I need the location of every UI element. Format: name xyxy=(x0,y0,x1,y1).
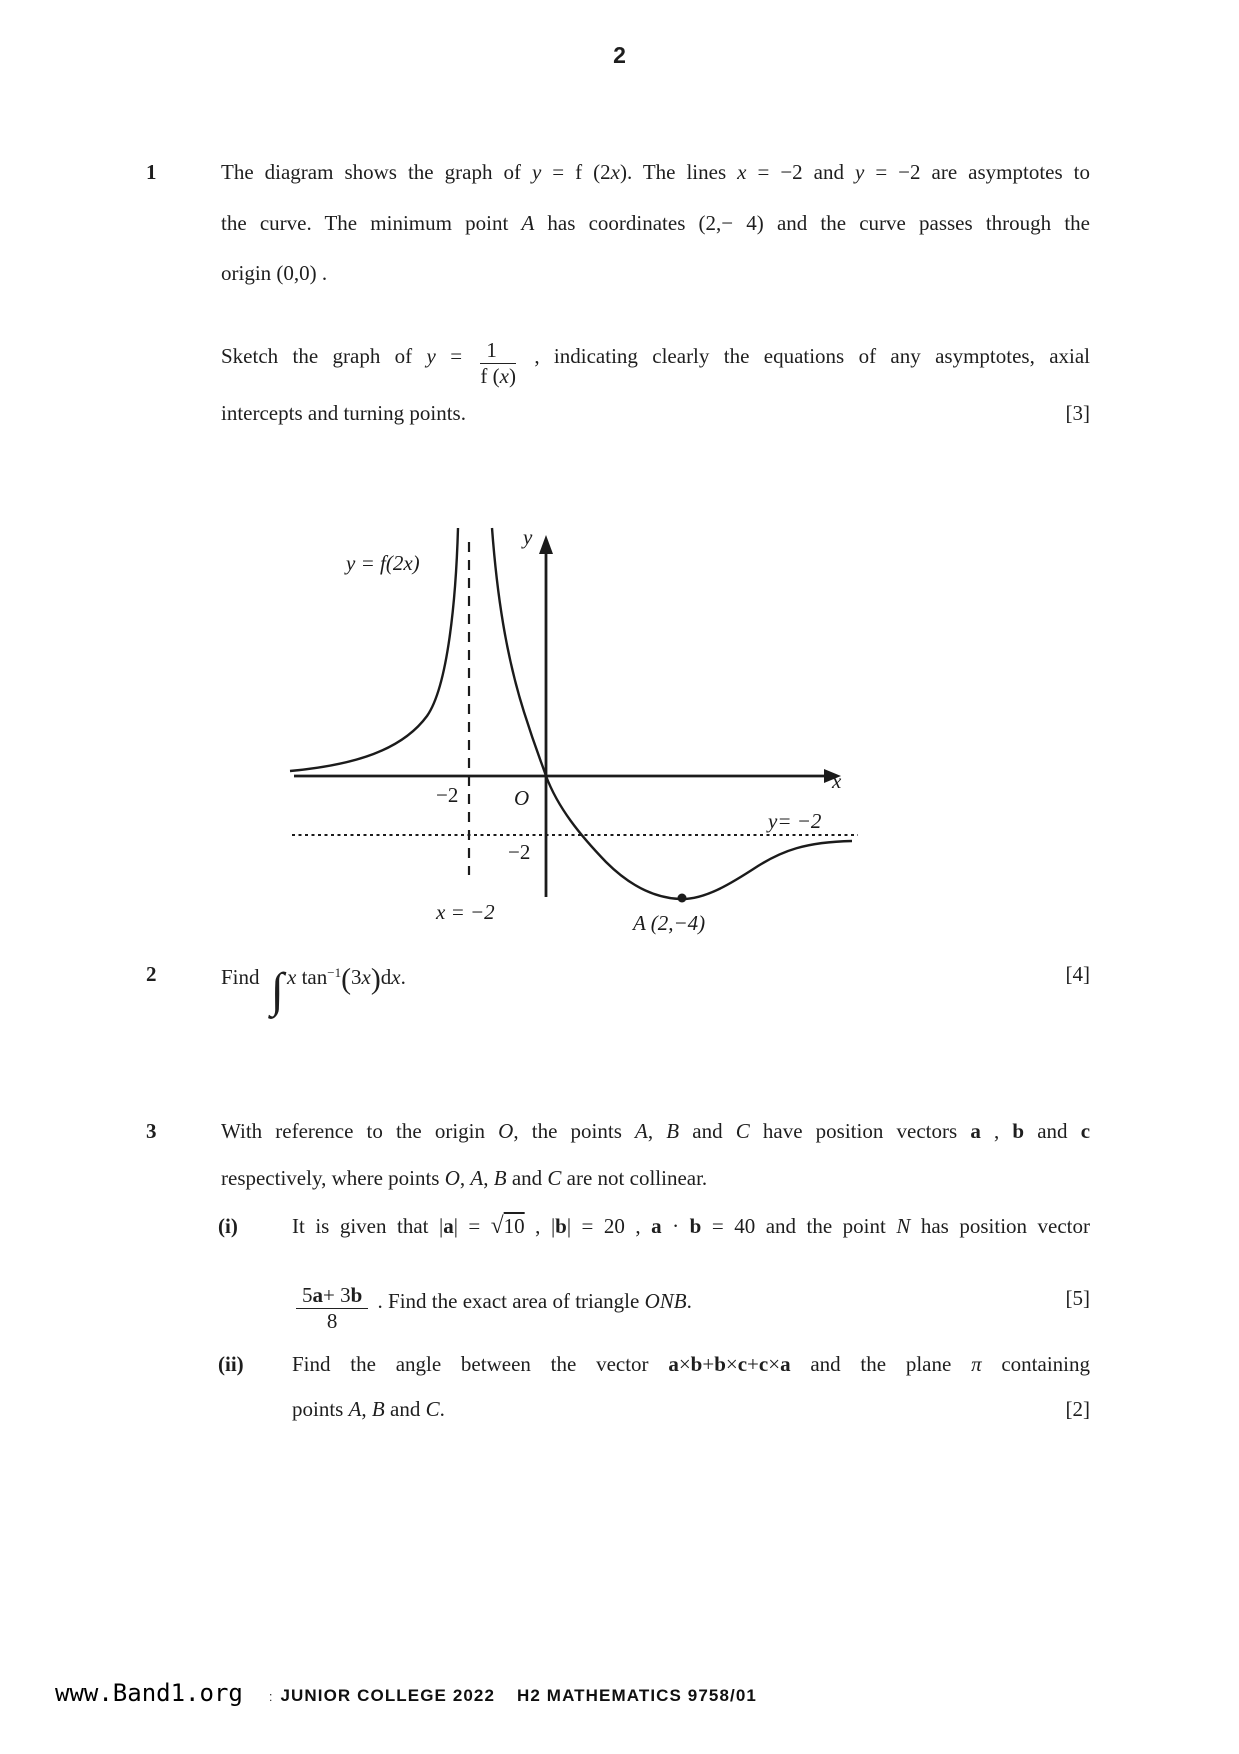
q1-number: 1 xyxy=(146,160,157,184)
min-point-label: A (2,−4) xyxy=(633,911,706,935)
footer-separator: : xyxy=(268,1689,273,1704)
footer xyxy=(55,1678,757,1708)
y-tick-label: −2 xyxy=(508,840,531,864)
min-point-dot xyxy=(678,894,687,903)
q3-part-ii-line-1: Find the angle between the vector a×b+b×c+c×a and the plane π containing xyxy=(292,1352,1091,1376)
horizontal-asymptote-label: y= −2 xyxy=(768,809,822,833)
q3-part-i-line-2: $\frac{5a+ 3b}{8}$ . Find the exact area of triangle ONB. xyxy=(292,1285,1090,1332)
q3-part-i-label: (i) xyxy=(218,1214,238,1238)
footer-college: JUNIOR COLLEGE 2022 xyxy=(280,1686,496,1705)
x-axis-label: x xyxy=(832,769,842,793)
q2-line-1: Find ∫ x $\tan^{-1}(3x)dx$. xyxy=(221,962,406,1017)
q1-line-1: The diagram shows the graph of y = f (2x). The lines x = −2 and y = −2 are asymptotes to xyxy=(221,160,1090,184)
footer-site-link[interactable]: www.Band1.org xyxy=(55,1679,243,1707)
graph-figure xyxy=(280,520,870,940)
origin-label: O xyxy=(514,786,530,810)
q3-number: 3 xyxy=(146,1119,157,1143)
curve-equation-label: y = f(2x) xyxy=(346,551,420,575)
x-tick-label: −2 xyxy=(436,783,459,807)
y-axis-label: y xyxy=(523,525,533,549)
q1-line-4: Sketch the graph of y = $\frac{1}{f (x)}$ , indicating clearly the equations of any asymptotes, axial xyxy=(221,338,1091,388)
q3-part-ii-label: (ii) xyxy=(218,1352,244,1376)
q2-marks: [4] xyxy=(1065,962,1090,986)
q1-line-3: origin (0,0) . xyxy=(221,261,328,285)
q1-line-2: the curve. The minimum point A has coordinates (2,− 4) and the curve passes through the xyxy=(221,211,1090,235)
q3-part-ii-marks: [2] xyxy=(1065,1397,1090,1421)
y-axis-arrow-icon xyxy=(539,535,553,554)
q2-number: 2 xyxy=(146,962,157,986)
q3-line-1: With reference to the origin O, the points A, B and C have position vectors a , b and c xyxy=(221,1119,1091,1143)
q3-part-i-line-1: It is given that |a| = √10 , |b| = 20 , a · b = 40 and the point N has position vector xyxy=(292,1213,1090,1239)
vertical-asymptote-label: x = −2 xyxy=(436,900,495,924)
q1-marks: [3] xyxy=(1065,401,1090,425)
q3-line-2: respectively, where points O, A, B and C are not collinear. xyxy=(221,1166,708,1190)
q3-part-ii-line-2: points A, B and C. xyxy=(292,1397,445,1421)
footer-subject: H2 MATHEMATICS 9758/01 xyxy=(517,1686,757,1705)
page-number: 2 xyxy=(613,42,626,68)
q3-part-i-marks: [5] xyxy=(1065,1286,1090,1310)
q1-line-5: intercepts and turning points. xyxy=(221,401,466,425)
